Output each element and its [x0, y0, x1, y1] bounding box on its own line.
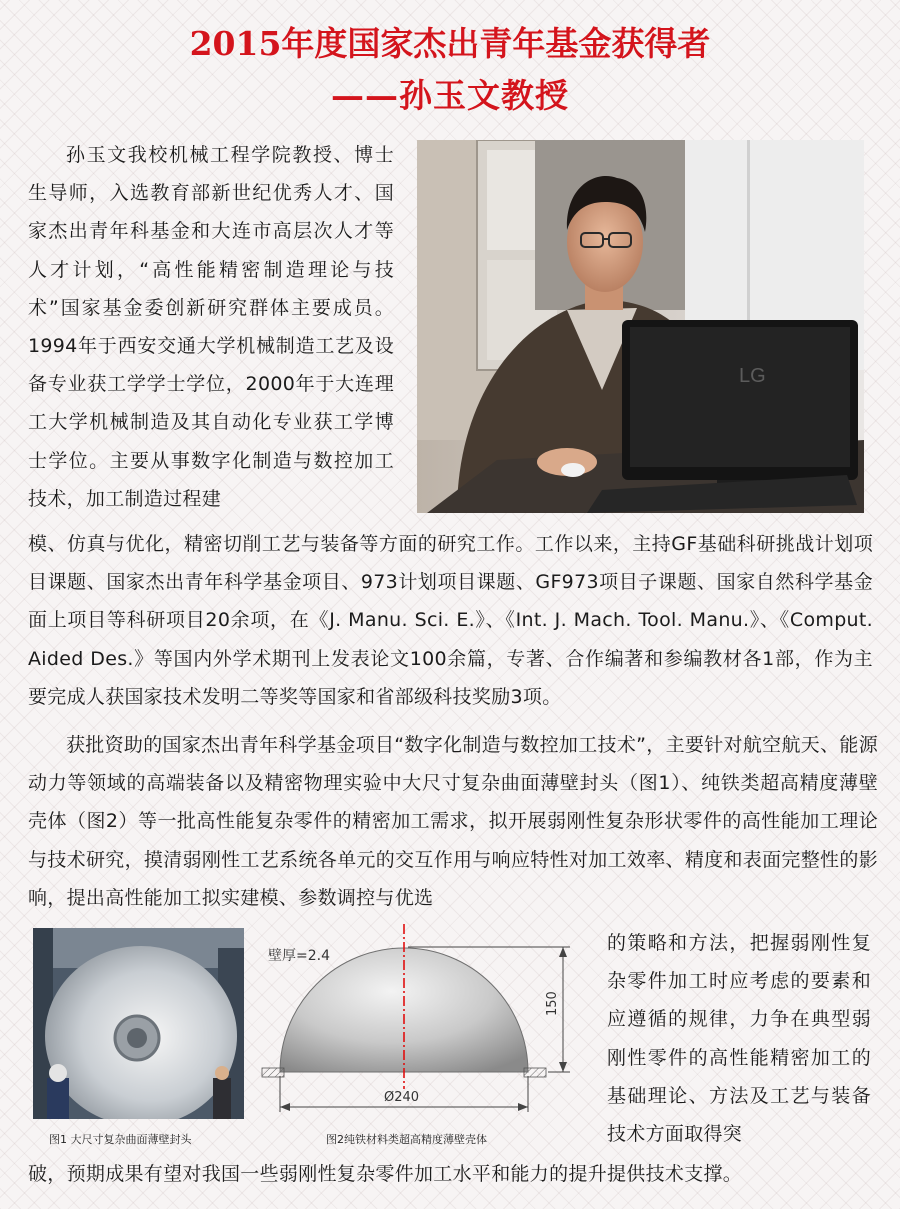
diameter-dimension-label: Ø240	[384, 1090, 420, 1105]
height-dimension-label: 150	[545, 991, 560, 1016]
figure-1-image	[33, 928, 244, 1119]
body-paragraph-5: 破，预期成果有望对我国一些弱刚性复杂零件加工水平和能力的提升提供技术支撑。	[28, 1163, 743, 1185]
body-paragraph-3: 获批资助的国家杰出青年科学基金项目“数字化制造与数控加工技术”，主要针对航空航天、能源动力等领域的高端装备以及精密物理实验中大尺寸复杂曲面薄壁封头（图1）、纯铁类超高精度薄壁壳体（图2）等一批高性能复杂零件的精密加工需求，拟开展弱刚性复杂形状零件的高性能加工理论与技术研究，摸清弱刚性工艺系统各单元的交互作用与响应特性对加工效率、精度和表面完整性的影响，提出高性能加工拟实建模、参数调控与优选	[28, 734, 878, 909]
portrait-photo	[417, 140, 864, 513]
body-paragraph-2: 模、仿真与优化，精密切削工艺与装备等方面的研究工作。工作以来，主持GF基础科研挑战计划项目课题、国家杰出青年科学基金项目、973计划项目课题、GF973项目子课题、国家自然科学基金面上项目等科研项目20余项，在《J. Manu. Sci. E.》、《Int. J. Mach. Tool. Manu.》、《Comput. Aided Des.》等国内外学术期刊上发表论文100余篇，专著、合作编著和参编教材各1部，作为主要完成人获国家技术发明二等奖等国家和省部级科技奖励3项。	[28, 533, 873, 708]
body-paragraph-1: 孙玉文我校机械工程学院教授、博士生导师，入选教育部新世纪优秀人才、国家杰出青年科基金和大连市高层次人才等人才计划，“高性能精密制造理论与技术”国家基金委创新研究群体主要成员。1994年于西安交通大学机械制造工艺及设备专业获工学学士学位，2000年于大连理工大学机械制造及其自动化专业获工学博士学位。主要从事数字化制造与数控加工技术，加工制造过程建	[28, 144, 394, 510]
figure-2-diagram	[258, 924, 591, 1124]
body-paragraph-4: 的策略和方法，把握弱刚性复杂零件加工时应考虑的要素和应遵循的规律，力争在典型弱刚性零件的高性能精密加工的基础理论、方法及工艺与装备技术方面取得突	[607, 932, 871, 1146]
page-subtitle: ——孙玉文教授	[331, 76, 569, 115]
page-title: 2015年度国家杰出青年基金获得者	[189, 24, 711, 63]
wall-thickness-label: 壁厚=2.4	[268, 948, 330, 964]
monitor-brand-text: LG	[739, 365, 766, 387]
figure-1-caption: 图1 大尺寸复杂曲面薄壁封头	[49, 1133, 192, 1146]
figure-2-caption: 图2纯铁材料类超高精度薄壁壳体	[326, 1133, 487, 1146]
